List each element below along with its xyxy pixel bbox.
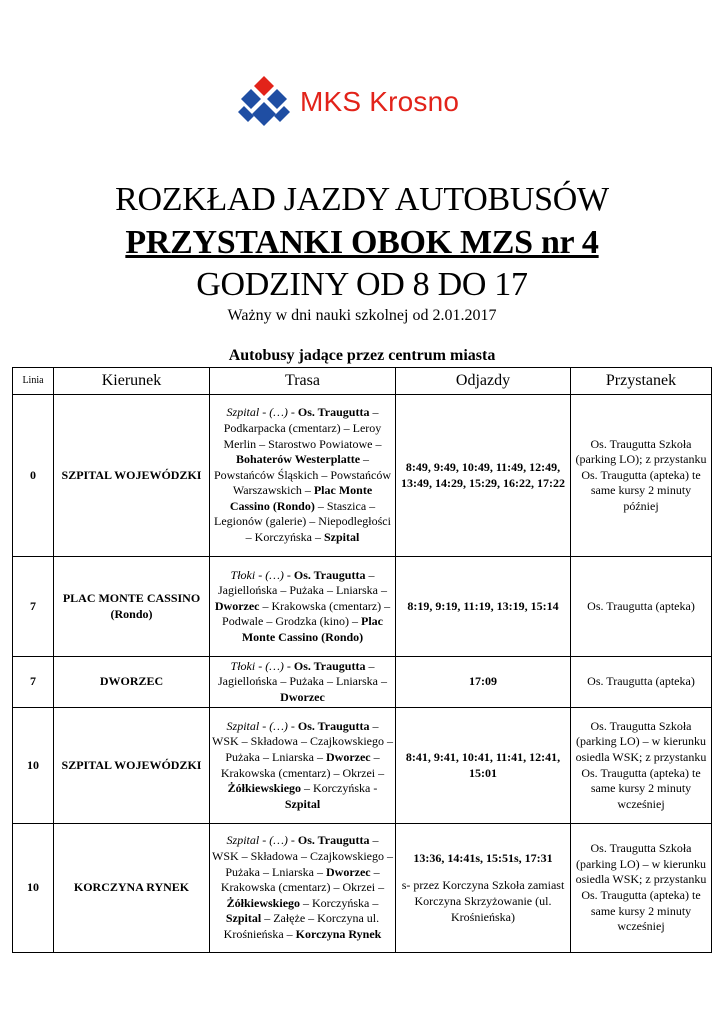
- departure-times: 13:36, 14:41s, 15:51s, 17:31: [413, 850, 553, 865]
- route-segment: – Krakowska (cmentarz) – Podwale – Grodzka (kino) –: [222, 598, 391, 629]
- route-start: Szpital - (…) -: [226, 833, 298, 848]
- cell-odjazdy: 8:19, 9:19, 11:19, 13:19, 15:14: [396, 557, 571, 657]
- column-header-trasa: Trasa: [210, 368, 396, 395]
- route-stop-bold: Szpital: [284, 796, 321, 811]
- route-segment: – WSK – Składowa – Czajkowskiego – Pużaka – Lniarska –: [212, 833, 393, 879]
- route-stop-bold: Żółkiewskiego: [226, 895, 301, 910]
- route-stop-bold: Szpital: [323, 530, 360, 545]
- validity-note: Ważny w dni nauki szkolnej od 2.01.2017: [227, 307, 497, 324]
- cell-linia: 7: [13, 657, 54, 708]
- cell-przystanek: Os. Traugutta Szkoła (parking LO) – w kierunku osiedla WSK; z przystanku Os. Traugutta (apteka) te same kursy 2 minuty wcześniej: [571, 824, 712, 953]
- route-segment: – WSK – Składowa – Czajkowskiego – Pużaka – Lniarska –: [212, 718, 393, 764]
- cell-przystanek: Os. Traugutta Szkoła (parking LO) – w kierunku osiedla WSK; z przystanku Os. Traugutta (apteka) te same kursy 2 minuty wcześniej: [571, 708, 712, 824]
- cell-odjazdy: 8:49, 9:49, 10:49, 11:49, 12:49, 13:49, 14:29, 15:29, 16:22, 17:22: [396, 395, 571, 557]
- cell-linia: 7: [13, 557, 54, 657]
- route-stop-bold: Plac Monte Cassino (Rondo): [241, 614, 383, 644]
- column-header-przystanek: Przystanek: [571, 368, 712, 395]
- route-segment: – Korczyńska –: [300, 895, 379, 910]
- cell-kierunek: KORCZYNA RYNEK: [54, 824, 210, 953]
- route-stop-bold: Os. Traugutta: [297, 405, 370, 420]
- route-stop-bold: Os. Traugutta: [293, 658, 366, 673]
- table-row: [13, 657, 712, 708]
- route-start: Tłoki - (…) -: [230, 567, 294, 582]
- route-segment: – Staszica – Legionów (galerie) – Niepodległości – Korczyńska –: [214, 498, 391, 545]
- route-stop-bold: Bohaterów Westerplatte: [235, 452, 361, 467]
- cell-trasa: [210, 824, 396, 953]
- cell-kierunek: SZPITAL WOJEWÓDZKI: [54, 708, 210, 824]
- route-segment: – Jagiellońska – Pużaka – Lniarska –: [218, 658, 387, 689]
- route-start: Tłoki - (…) -: [230, 658, 294, 673]
- page-title: ROZKŁAD JAZDY AUTOBUSÓW: [115, 181, 609, 218]
- cell-kierunek: DWORZEC: [54, 657, 210, 708]
- cell-trasa: [210, 557, 396, 657]
- route-stop-bold: Os. Traugutta: [297, 833, 370, 848]
- departure-note: s- przez Korczyna Szkoła zamiast Korczyna Skrzyżowanie (ul. Krośnieńska): [401, 878, 565, 924]
- route-stop-bold: Dworzec: [326, 749, 371, 764]
- timetable: [12, 367, 712, 953]
- cell-odjazdy: [396, 824, 571, 953]
- table-row: [13, 708, 712, 824]
- cell-przystanek: Os. Traugutta (apteka): [571, 557, 712, 657]
- cell-linia: 10: [13, 708, 54, 824]
- route-stop-bold: Plac Monte Cassino (Rondo): [229, 483, 373, 513]
- cell-trasa: [210, 657, 396, 708]
- column-header-linia: Linia: [13, 368, 54, 395]
- table-header-row: [13, 368, 712, 395]
- route-stop-bold: Dworzec: [280, 689, 325, 704]
- brand-name: MKS Krosno: [300, 86, 460, 117]
- route-stop-bold: Dworzec: [326, 864, 371, 879]
- table-row: [13, 557, 712, 657]
- route-stop-bold: Os. Traugutta: [293, 567, 366, 582]
- route-segment: – Powstańców Śląskich – Powstańców Warszawskich –: [214, 452, 391, 498]
- route-stop-bold: Os. Traugutta: [297, 718, 370, 733]
- route-segment: – Krakowska (cmentarz) – Okrzei –: [220, 749, 385, 780]
- route-segment: – Podkarpacka (cmentarz) – Leroy Merlin – Starostwo Powiatowe –: [223, 405, 382, 451]
- page-subtitle-hours: GODZINY OD 8 DO 17: [196, 266, 528, 303]
- cell-kierunek: PLAC MONTE CASSINO (Rondo): [54, 557, 210, 657]
- cell-trasa: [210, 395, 396, 557]
- cell-linia: 0: [13, 395, 54, 557]
- cell-trasa: [210, 708, 396, 824]
- page-subtitle-stops: PRZYSTANKI OBOK MZS nr 4: [125, 224, 599, 261]
- route-start: Szpital - (…) -: [226, 405, 298, 420]
- route-segment: – Korczyńska -: [301, 781, 378, 796]
- cell-kierunek: SZPITAL WOJEWÓDZKI: [54, 395, 210, 557]
- route-stop-bold: Szpital: [225, 911, 262, 926]
- route-segment: – Załęże – Korczyna ul. Krośnieńska –: [223, 911, 380, 941]
- cell-odjazdy: 8:41, 9:41, 10:41, 11:41, 12:41, 15:01: [396, 708, 571, 824]
- column-header-odjazdy: Odjazdy: [396, 368, 571, 395]
- route-stop-bold: Korczyna Rynek: [295, 926, 382, 941]
- cell-odjazdy: 17:09: [396, 657, 571, 708]
- cell-linia: 10: [13, 824, 54, 953]
- cell-przystanek: Os. Traugutta (apteka): [571, 657, 712, 708]
- mks-krosno-logo: [234, 74, 494, 134]
- route-start: Szpital - (…) -: [226, 718, 298, 733]
- cell-przystanek: Os. Traugutta Szkoła (parking LO); z przystanku Os. Traugutta (apteka) te same kursy 2 minuty później: [571, 395, 712, 557]
- table-row: [13, 824, 712, 953]
- route-segment: – Jagiellońska – Pużaka – Lniarska –: [218, 567, 387, 598]
- mks-logo-mark-icon: [234, 74, 294, 134]
- table-row: [13, 395, 712, 557]
- route-stop-bold: Żółkiewskiego: [227, 781, 302, 796]
- route-segment: – Krakowska (cmentarz) – Okrzei –: [220, 864, 385, 895]
- column-header-kierunek: Kierunek: [54, 368, 210, 395]
- table-caption: Autobusy jadące przez centrum miasta: [228, 347, 496, 364]
- route-stop-bold: Dworzec: [214, 598, 260, 613]
